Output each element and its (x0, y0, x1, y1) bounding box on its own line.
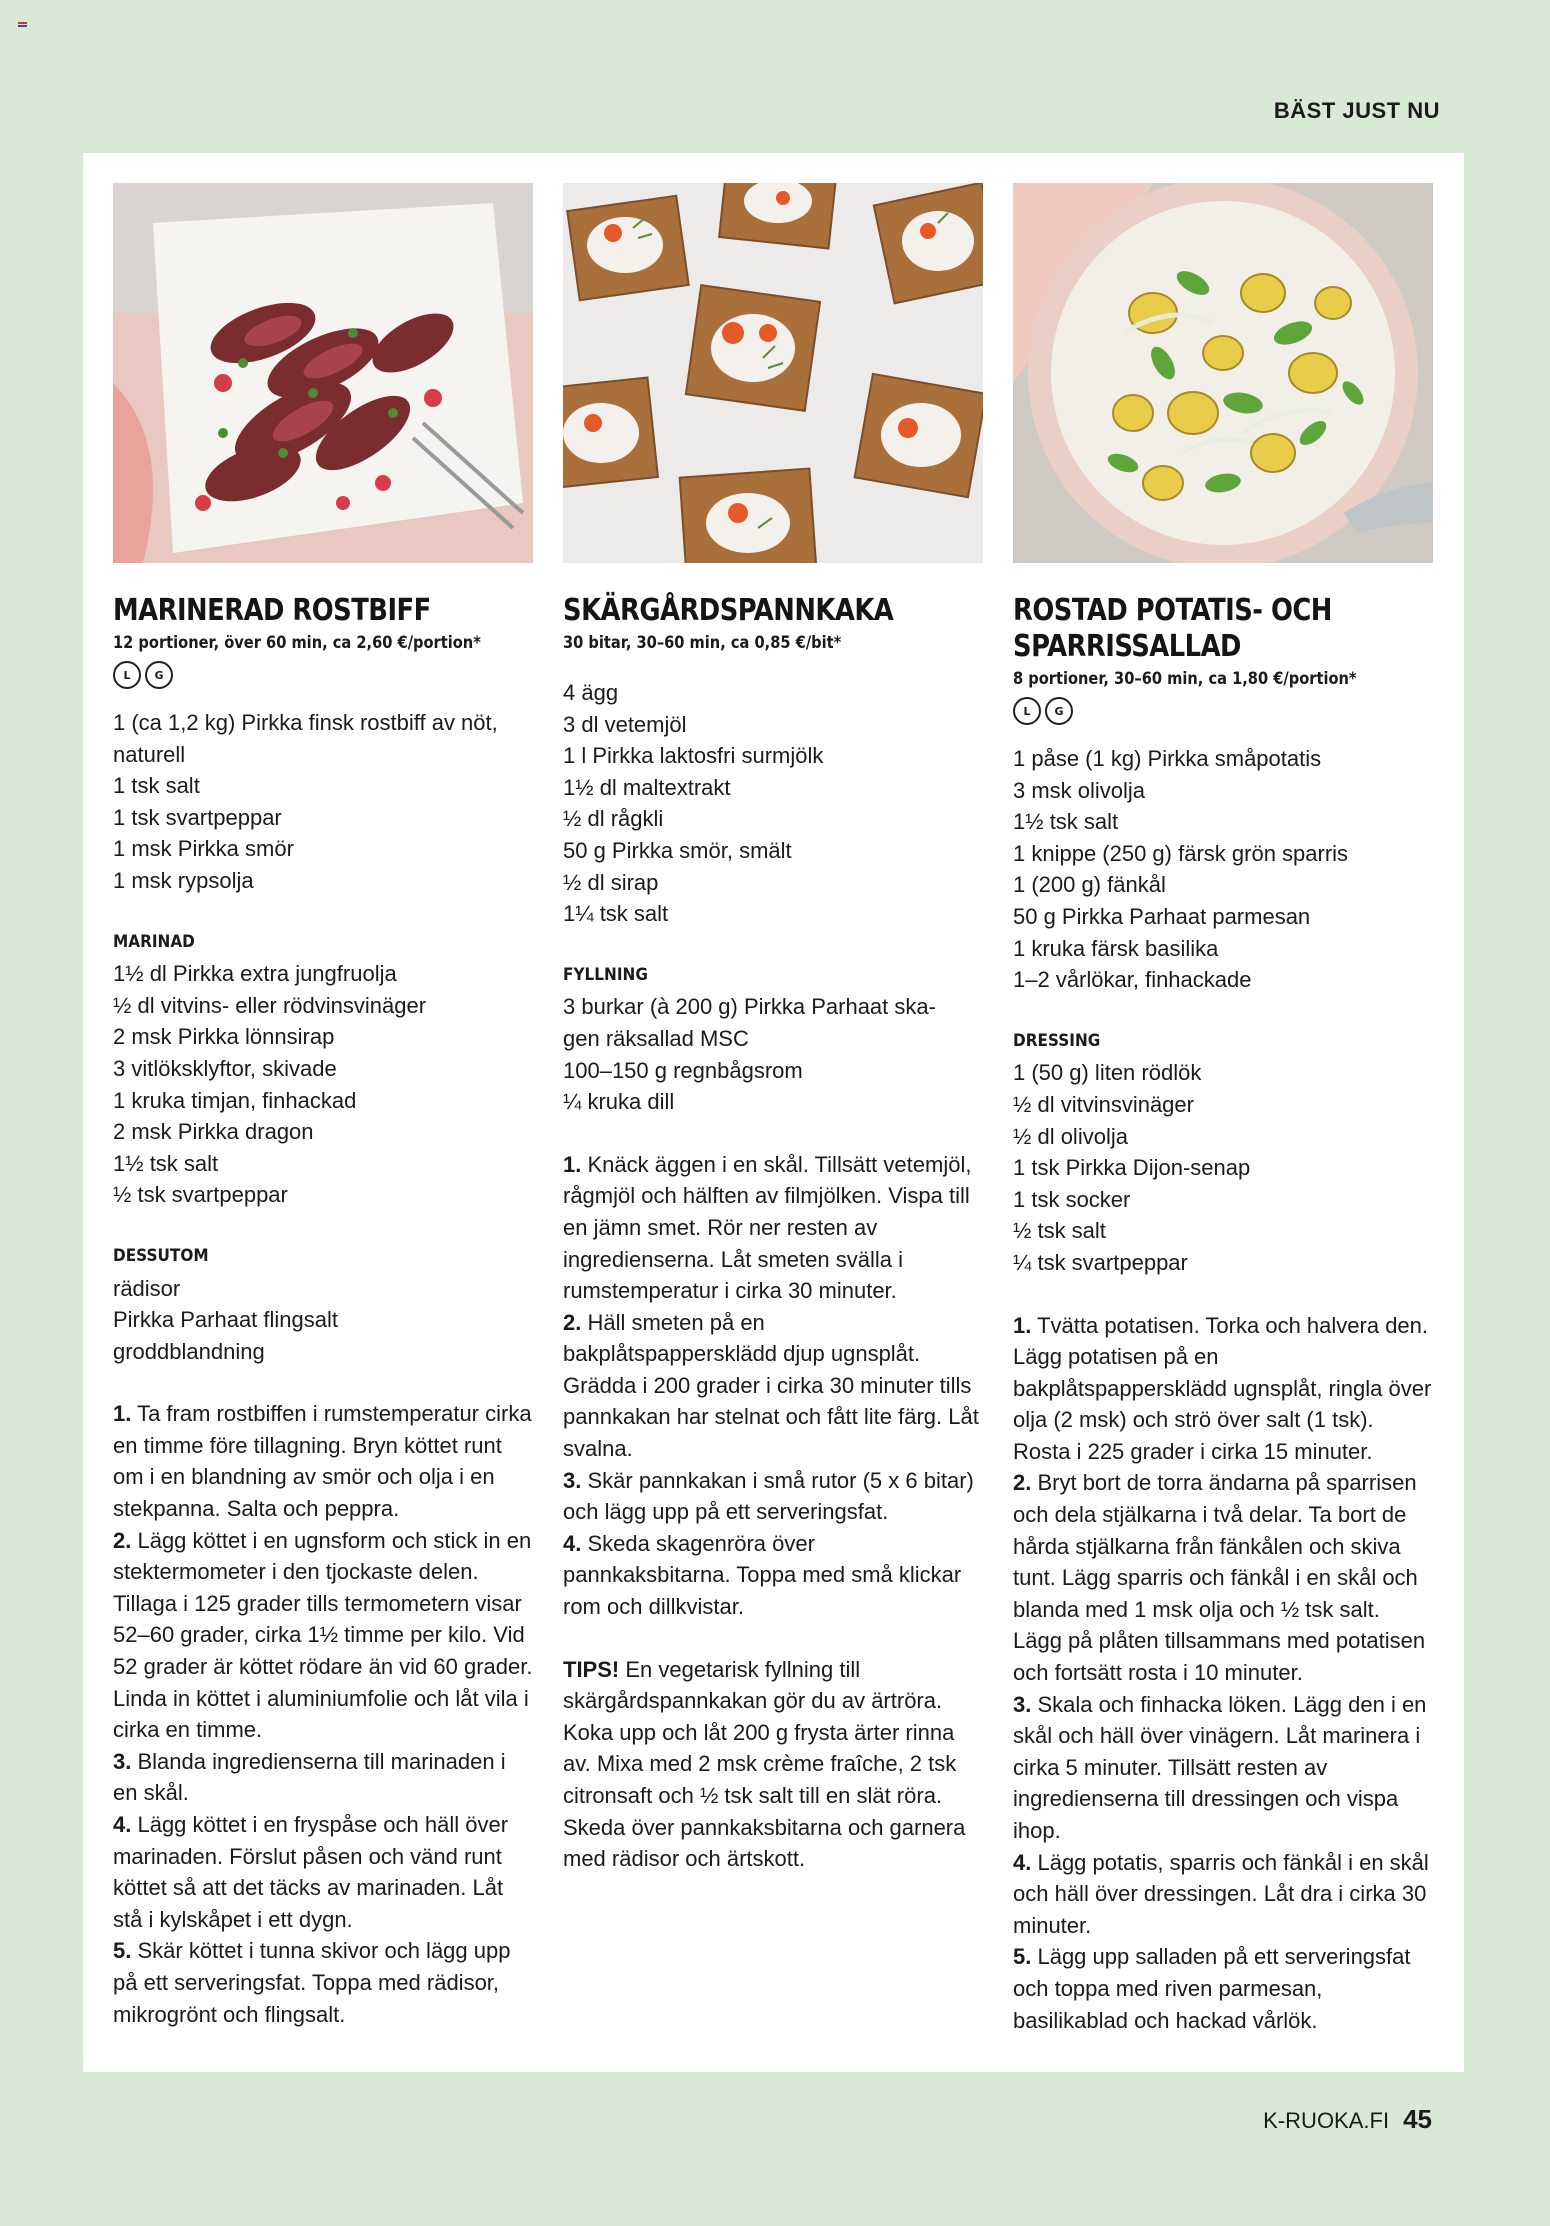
step-number: 1. (1013, 1312, 1032, 1338)
step-text: Bryt bort de torra ändarna på sparrisen och dela stjälkarna i två delar. Ta bort de hårda stjälkarna från fänkålen och skiva tunt. Lägg sparris och fänkål i en skål och blanda med 1 msk olja och ½ tsk salt. Lägg på plåten tillsammans med potatisen och fortsätt rosta i 10 minuter. (1013, 1470, 1426, 1686)
lactose-free-badge: L (113, 661, 141, 689)
ingredient-item: 2 msk Pirkka lönnsirap (113, 1024, 335, 1050)
step-number: 3. (1013, 1691, 1032, 1717)
step-number: 5. (113, 1938, 132, 1964)
filling-heading: FYLLNING (563, 964, 648, 985)
recipe-column-rostbiff (113, 183, 533, 2030)
ingredient-item: ½ dl olivolja (1013, 1123, 1128, 1149)
step-item (1013, 1467, 1433, 1688)
ingredient-item: ½ dl vitvinsvinäger (1013, 1091, 1194, 1117)
step-number: 1. (563, 1151, 582, 1177)
ingredient-item: gen räksallad MSC (563, 1025, 749, 1051)
ingredient-item: 4 ägg (563, 680, 619, 705)
recipe-column-pannkaka (563, 183, 983, 1875)
ingredient-item: 1 kruka färsk basilika (1013, 935, 1219, 961)
step-item (1013, 1847, 1433, 1942)
step-item (563, 1149, 983, 1307)
diet-badges (113, 661, 533, 691)
step-item (1013, 1689, 1433, 1847)
step-list (1013, 1310, 1433, 2037)
gluten-free-badge: G (145, 661, 173, 689)
recipe-title: MARINERAD ROSTBIFF (113, 593, 431, 628)
ingredient-item: 1 tsk Pirkka Dijon-senap (1013, 1155, 1251, 1181)
recipe-title-line2: SPARRISSALLAD (1013, 629, 1241, 664)
ingredient-item: 50 g Pirkka Parhaat parmesan (1013, 903, 1311, 929)
ingredient-list (1013, 743, 1433, 996)
step-item (113, 1935, 533, 2030)
page-number: 45 (1403, 2104, 1432, 2134)
ingredient-item: 1 tsk socker (1013, 1186, 1131, 1212)
step-item (113, 1746, 533, 1809)
site-link[interactable]: K-RUOKA.FI (1263, 2108, 1390, 2133)
ingredient-list (113, 707, 533, 897)
step-text: Skala och finhacka löken. Lägg den i en skål och häll över vinägern. Låt marinera i cirka 5 minuter. Tillsätt resten av ingredienserna till dressingen och vispa ihop. (1013, 1691, 1427, 1843)
step-text: Lägg köttet i en ugnsform och stick in en stektermometer i den tjockaste delen. Tillaga i 125 grader tills termometern visar 52–60 grader, cirka 1½ timme per kilo. Vid 52 grader är köttet rödare än vid 60 grader. Linda in köttet i aluminiumfolie och låt vila i cirka en timme. (113, 1527, 533, 1743)
ingredient-item: 1 msk Pirkka smör (113, 836, 294, 862)
recipe-meta: 8 portioner, 30–60 min, ca 1,80 €/portion* (1013, 669, 1357, 689)
step-text: Blanda ingredienserna till marinaden i en skål. (113, 1748, 506, 1806)
ingredient-item: 1 kruka timjan, finhackad (113, 1087, 357, 1113)
step-number: 4. (1013, 1849, 1032, 1875)
recipe-meta: 30 bitar, 30–60 min, ca 0,85 €/bit* (563, 633, 842, 653)
lactose-free-badge: L (1013, 697, 1041, 725)
diet-badges (1013, 697, 1433, 727)
ingredient-item: 3 dl vetemjöl (563, 711, 687, 737)
pannkaka-photo (563, 183, 983, 563)
extra-list (113, 1273, 533, 1368)
ingredient-item: 3 msk olivolja (1013, 777, 1146, 803)
ingredient-item: Pirkka Parhaat flingsalt (113, 1307, 338, 1333)
recipe-title: ROSTAD POTATIS- OCH (1013, 593, 1332, 628)
recipe-title: SKÄRGÅRDSPANNKAKA (563, 593, 894, 628)
step-number: 2. (563, 1309, 582, 1335)
step-number: 4. (113, 1812, 132, 1837)
step-item (113, 1398, 533, 1524)
step-text: Knäck äggen i en skål. Tillsätt vetemjöl, rågmjöl och hälften av filmjölken. Vispa till en jämn smet. Rör ner resten av ingredienserna. Låt smeten svälla i rumstemperatur i cirka 30 minuter. (563, 1151, 972, 1304)
dressing-heading: DRESSING (1013, 1030, 1101, 1051)
ingredient-item: 1 påse (1 kg) Pirkka småpotatis (1013, 746, 1322, 771)
step-text: Skär köttet i tunna skivor och lägg upp på ett serveringsfat. Toppa med rädisor, mikrogrönt och flingsalt. (113, 1938, 511, 2027)
extra-heading: DESSUTOM (113, 1245, 209, 1266)
ingredient-item: 1 l Pirkka laktosfri surmjölk (563, 743, 824, 769)
rostbiff-photo (113, 183, 533, 563)
ingredient-item: 2 msk Pirkka dragon (113, 1119, 314, 1145)
step-text: Skeda skagenröra över pannkaksbitarna. Toppa med små klickar rom och dillkvistar. (563, 1530, 962, 1620)
step-text: Skär pannkakan i små rutor (5 x 6 bitar) och lägg upp på ett serveringsfat. (563, 1467, 974, 1525)
ingredient-item: 1 knippe (250 g) färsk grön sparris (1013, 840, 1349, 866)
step-number: 4. (563, 1530, 582, 1556)
ingredient-item: 1½ dl maltextrakt (563, 774, 731, 800)
step-text: Lägg potatis, sparris och fänkål i en skål och häll över dressingen. Låt dra i cirka 30 minuter. (1013, 1849, 1429, 1938)
step-number: 1. (113, 1401, 132, 1427)
ingredient-item: 1–2 vårlökar, finhackade (1013, 967, 1252, 993)
ingredient-item: 1 (ca 1,2 kg) Pirkka finsk rostbiff av nöt, (113, 710, 498, 735)
step-text: Lägg köttet i en fryspåse och häll över marinaden. Förslut påsen och vänd runt köttet så att det täcks av marinaden. Låt stå i kylskåpet i ett dygn. (113, 1812, 509, 1932)
step-text: Tvätta potatisen. Torka och halvera den. Lägg potatisen på en bakplåtspappersklädd ugnsplåt, ringla över olja (2 msk) och strö över salt (1 tsk). Rosta i 225 grader i cirka 15 minuter. (1013, 1312, 1432, 1464)
step-number: 3. (113, 1748, 132, 1774)
ingredient-item: ½ tsk salt (1013, 1218, 1106, 1244)
step-item (1013, 1310, 1433, 1468)
ingredient-item: 1½ tsk salt (113, 1150, 219, 1176)
ingredient-item: 1 tsk svartpeppar (113, 804, 282, 830)
ingredient-item: 1¼ tsk salt (563, 901, 669, 927)
step-text: Häll smeten på en bakplåtspappersklädd djup ugnsplåt. Grädda i 200 grader i cirka 30 minuter tills pannkakan har stelnat och fått lite färg. Låt svalna. (563, 1309, 979, 1462)
step-list (113, 1398, 533, 2030)
recipe-card (83, 153, 1464, 2072)
tip-paragraph (563, 1654, 983, 1875)
gluten-free-badge: G (1045, 697, 1073, 725)
filling-list (563, 991, 983, 1117)
ingredient-item: 1 (200 g) fänkål (1013, 872, 1166, 898)
ingredient-item: 1½ tsk salt (1013, 809, 1119, 835)
ingredient-item: 1 msk rypsolja (113, 867, 254, 893)
dressing-list (1013, 1057, 1433, 1278)
step-number: 2. (113, 1527, 132, 1553)
ingredient-item: 50 g Pirkka smör, smält (563, 837, 792, 863)
ingredient-item: ¼ kruka dill (563, 1089, 675, 1115)
recipe-meta: 12 portioner, över 60 min, ca 2,60 €/portion* (113, 633, 481, 653)
ingredient-item: ½ dl vitvins- eller rödvinsvinäger (113, 992, 427, 1018)
ingredient-item: 1 (50 g) liten rödlök (1013, 1060, 1202, 1086)
step-number: 5. (1013, 1944, 1032, 1970)
step-list (563, 1149, 983, 1623)
step-item (113, 1525, 533, 1746)
tip-label: TIPS! (563, 1656, 620, 1682)
step-item (563, 1465, 983, 1528)
section-label: BÄST JUST NU (1273, 98, 1440, 123)
step-text: Ta fram rostbiffen i rumstemperatur cirka en timme före tillagning. Bryn köttet runt om i en blandning av smör och olja i en stekpanna. Salta och peppra. (113, 1401, 532, 1522)
page-footer (1263, 2104, 1432, 2135)
ingredient-item: 3 vitlöksklyftor, skivade (113, 1055, 337, 1081)
ingredient-item: ¼ tsk svartpeppar (1013, 1249, 1188, 1275)
step-number: 2. (1013, 1470, 1032, 1496)
ingredient-item: ½ tsk svartpeppar (113, 1182, 288, 1208)
marinade-heading: MARINAD (113, 931, 195, 952)
ingredient-item: ½ dl rågkli (563, 806, 664, 832)
ingredient-list (563, 677, 983, 930)
recipe-column-sallad (1013, 183, 1433, 2036)
step-item (563, 1307, 983, 1465)
tip-text: En vegetarisk fyllning till skärgårdspannkakan gör du av ärtröra. Koka upp och låt 200 g frysta ärter rinna av. Mixa med 2 msk crème fraîche, 2 tsk citronsaft och ½ tsk salt till en slät röra. Skeda över pannkaksbitarna och garnera med rädisor och ärtskott. (563, 1656, 966, 1872)
ingredient-item: 100–150 g regnbågsrom (563, 1057, 803, 1083)
marinade-list (113, 958, 533, 1211)
ingredient-item: 1 tsk salt (113, 773, 200, 799)
ingredient-item: 3 burkar (à 200 g) Pirkka Parhaat ska- (563, 994, 936, 1020)
ingredient-item: groddblandning (113, 1338, 265, 1364)
language-flag-icon (18, 22, 27, 29)
step-item (1013, 1941, 1433, 2036)
sallad-photo (1013, 183, 1433, 563)
ingredient-item: rädisor (113, 1275, 181, 1301)
step-number: 3. (563, 1467, 582, 1493)
ingredient-item: ½ dl sirap (563, 869, 659, 895)
step-item (113, 1809, 533, 1935)
ingredient-item: naturell (113, 741, 186, 767)
step-text: Lägg upp salladen på ett serveringsfat och toppa med riven parmesan, basilikablad och hackad vårlök. (1013, 1944, 1411, 2033)
step-item (563, 1528, 983, 1623)
ingredient-item: 1½ dl Pirkka extra jungfruolja (113, 961, 397, 987)
